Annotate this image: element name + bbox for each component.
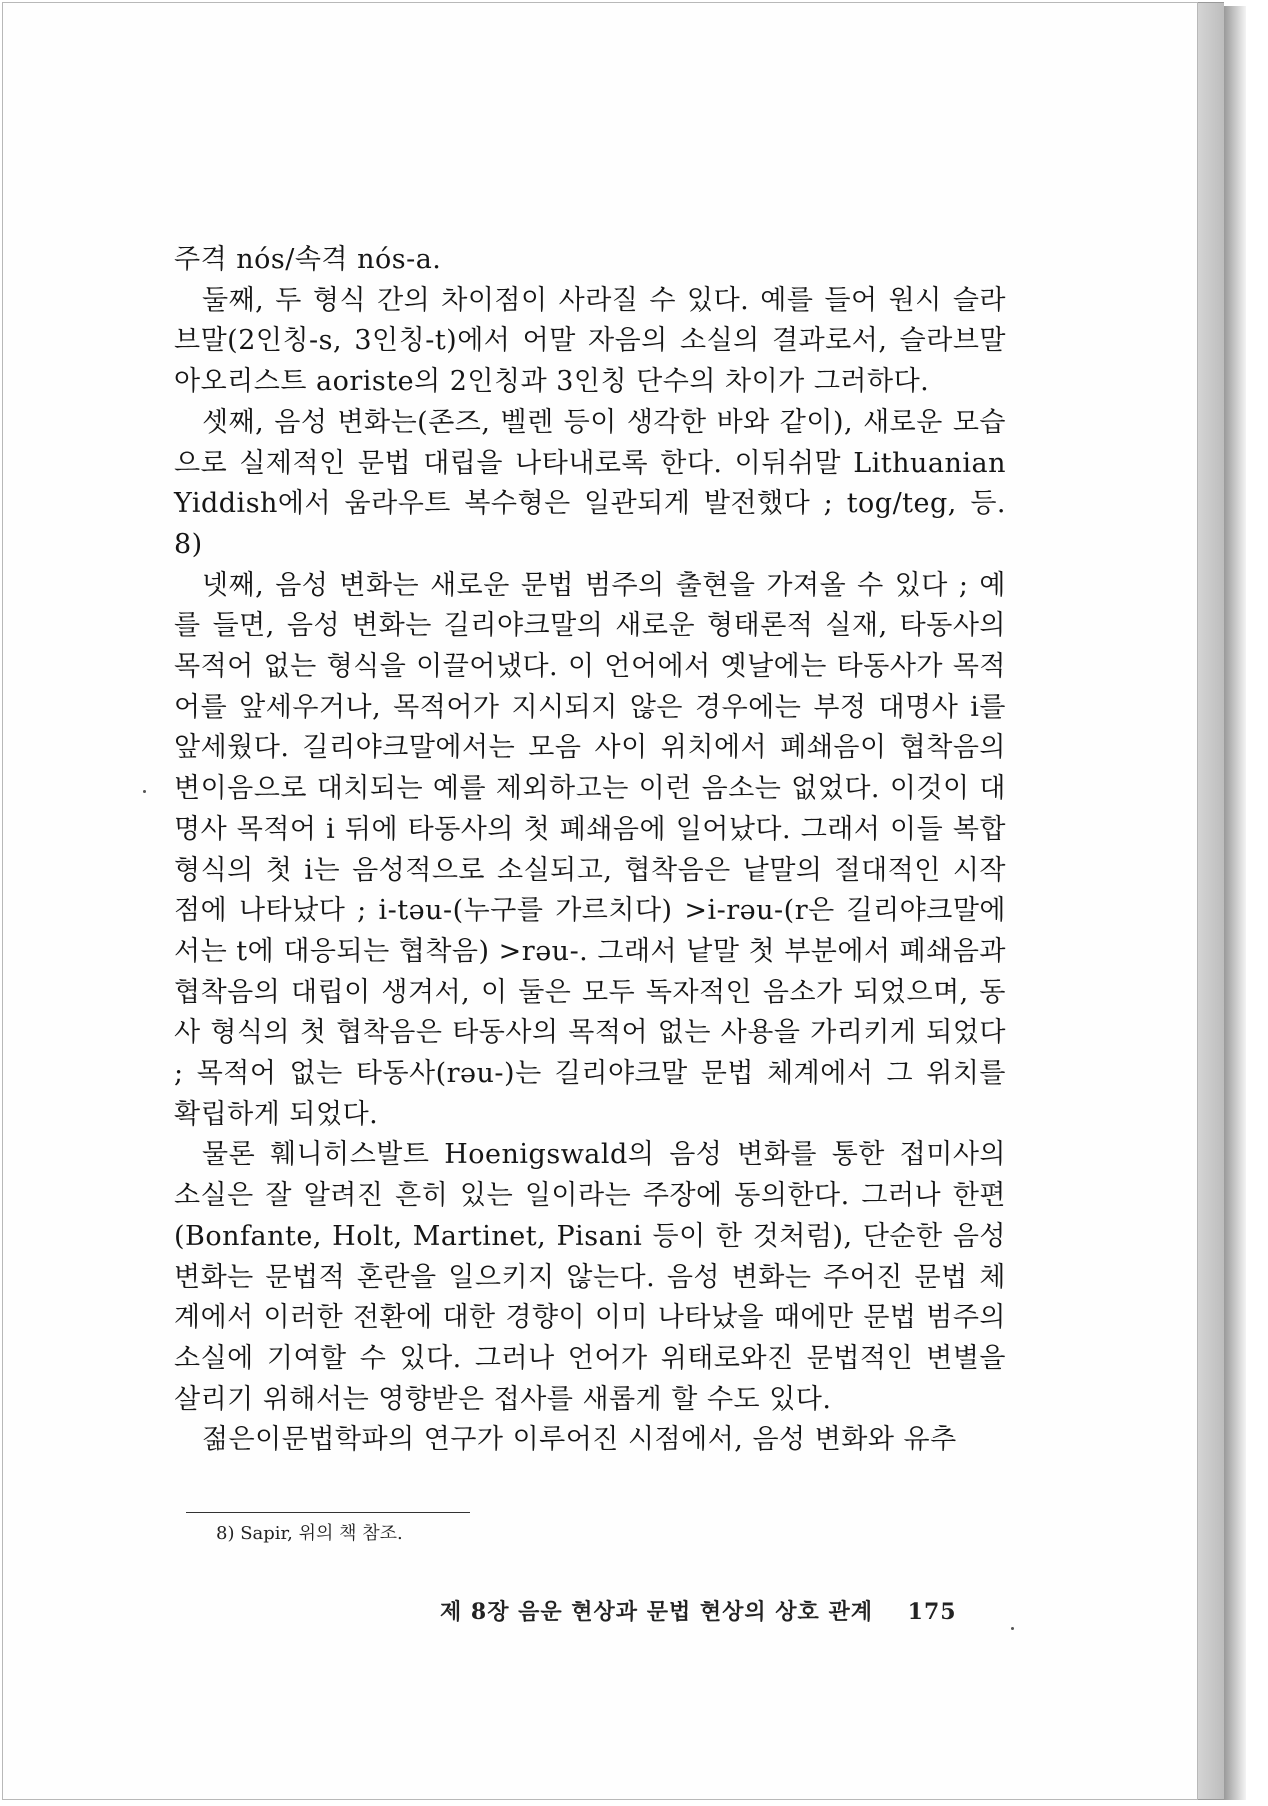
paragraph-hoenigswald: 물론 훼니히스발트 Hoenigswald의 음성 변화를 통한 접미사의 소실은 잘 알려진 흔히 있는 일이라는 주장에 동의한다. 그러나 한편 (Bonfante, Holt, Martinet, Pisani 등이 한 것처럼), 단순한 음성 변화는 문법적 혼란을 일으키지 않는다. 음성 변화는 주어진 문법 체계에서 이러한 전환에 대한 경향이 이미 나타났을 때에만 문법 범주의 소실에 기여할 수 있다. 그러나 언어가 위태로와진 문법적인 변별을 살리기 위해서는 영향받은 접사를 새롭게 할 수도 있다. xyxy=(174,1139,1006,1415)
running-footer xyxy=(440,1597,1000,1627)
body-text xyxy=(174,240,1006,1461)
footnote-area xyxy=(186,1512,486,1547)
footnote-rule xyxy=(186,1512,470,1513)
page-number: 175 xyxy=(907,1599,957,1625)
speck-mark xyxy=(143,790,146,793)
paragraph-neogrammarians: 젊은이문법학파의 연구가 이루어진 시점에서, 음성 변화와 유추 xyxy=(202,1424,957,1456)
paragraph-fourth-point: 넷째, 음성 변화는 새로운 문법 범주의 출현을 가져올 수 있다 ; 예를 들면, 음성 변화는 길리야크말의 새로운 형태론적 실재, 타동사의 목적어 없는 형식을 이끌어냈다. 이 언어에서 옛날에는 타동사가 목적어를 앞세우거나, 목적어가 지시되지 않은 경우에는 부정 대명사 i를 앞세웠다. 길리야크말에서는 모음 사이 위치에서 폐쇄음이 협착음의 변이음으로 대치되는 예를 제외하고는 이런 음소는 없었다. 이것이 대명사 목적어 i 뒤에 타동사의 첫 폐쇄음에 일어났다. 그래서 이들 복합 형식의 첫 i는 음성적으로 소실되고, 협착음은 낱말의 절대적인 시작점에 나타났다 ; i-təu-(누구를 가르치다) >i-rəu-(r은 길리야크말에서는 t에 대응되는 협착음) >rəu-. 그래서 낱말 첫 부분에서 폐쇄음과 협착음의 대립이 생겨서, 이 둘은 모두 독자적인 음소가 되었으며, 동사 형식의 첫 협착음은 타동사의 목적어 없는 사용을 가리키게 되었다 ; 목적어 없는 타동사(rəu-)는 길리야크말 문법 체계에서 그 위치를 확립하게 되었다. xyxy=(174,569,1006,1130)
paragraph-third-point: 셋째, 음성 변화는(존즈, 벨렌 등이 생각한 바와 같이), 새로운 모습으로 실제적인 문법 대립을 나타내로록 한다. 이뒤쉬말 Lithuanian Yiddish에서 움라우트 복수형은 일관되게 발전했다 ; tog/teg, 등. 8) xyxy=(174,406,1006,560)
speck-mark xyxy=(1011,1627,1014,1630)
page-edge xyxy=(1198,2,1224,1800)
paragraph-second-point: 둘째, 두 형식 간의 차이점이 사라질 수 있다. 예를 들어 원시 슬라브말(2인칭-s, 3인칭-t)에서 어말 자음의 소실의 결과로서, 슬라브말 아오리스트 aoriste의 2인칭과 3인칭 단수의 차이가 그러하다. xyxy=(174,284,1006,398)
page-shadow xyxy=(1224,6,1246,1800)
paragraph-nominative-genitive: 주격 nós/속격 nós-a. xyxy=(174,244,442,275)
footnote-8: 8) Sapir, 위의 책 참조. xyxy=(216,1523,403,1544)
chapter-title: 제 8장 음운 현상과 문법 현상의 상호 관계 xyxy=(440,1599,873,1625)
